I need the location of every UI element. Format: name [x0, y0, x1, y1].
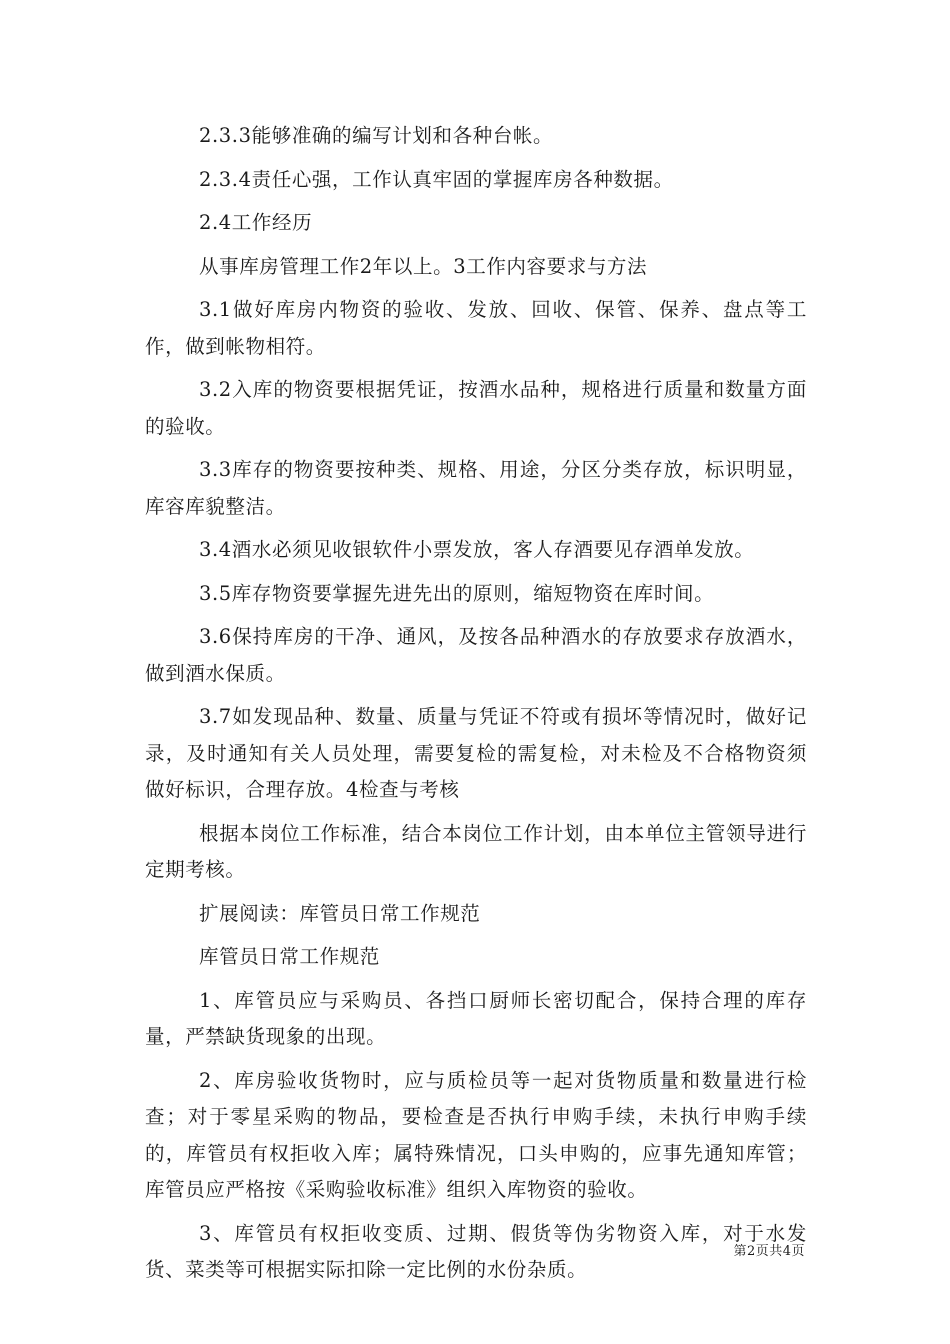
section-heading-daily-norms: 库管员日常工作规范 — [199, 945, 380, 968]
paragraph-assessment: 根据本岗位工作标准，结合本岗位工作计划，由本单位主管领导进行定期考核。 — [145, 821, 807, 881]
section-heading-2-4: 2.4工作经历 — [199, 211, 313, 234]
paragraph-3-1: 3.1做好库房内物资的验收、发放、回收、保管、保养、盘点等工作，做到帐物相符。 — [145, 298, 807, 358]
paragraph-2-3-3: 2.3.3能够准确的编写计划和各种台帐。 — [199, 124, 554, 147]
paragraph-3-3: 3.3库存的物资要按种类、规格、用途，分区分类存放，标识明显，库容库貌整洁。 — [145, 458, 807, 518]
document-body — [145, 118, 807, 1296]
page-number: 第2页共4页 — [733, 1244, 805, 1259]
paragraph-norm-3: 3、库管员有权拒收变质、过期、假货等伪劣物资入库，对于水发货、菜类等可根据实际扣除一定比例的水份杂质。 — [145, 1221, 807, 1281]
paragraph-3-4: 3.4酒水必须见收银软件小票发放，客人存酒要见存酒单发放。 — [199, 538, 755, 561]
paragraph-2-3-4: 2.3.4责任心强，工作认真牢固的掌握库房各种数据。 — [199, 167, 674, 191]
paragraph-3-5: 3.5库存物资要掌握先进先出的原则，缩短物资在库时间。 — [199, 581, 715, 605]
paragraph-3-2: 3.2入库的物资要根据凭证，按酒水品种，规格进行质量和数量方面的验收。 — [145, 378, 807, 438]
paragraph-extended-reading: 扩展阅读：库管员日常工作规范 — [199, 901, 481, 925]
paragraph-work-experience: 从事库房管理工作2年以上。3工作内容要求与方法 — [199, 254, 648, 278]
paragraph-3-6: 3.6保持库房的干净、通风，及按各品种酒水的存放要求存放酒水，做到酒水保质。 — [145, 625, 807, 685]
paragraph-3-7: 3.7如发现品种、数量、质量与凭证不符或有损坏等情况时，做好记录，及时通知有关人员处理，需要复检的需复检，对未检及不合格物资须做好标识，合理存放。4检查与考核 — [145, 705, 807, 801]
paragraph-norm-1: 1、库管员应与采购员、各挡口厨师长密切配合，保持合理的库存量，严禁缺货现象的出现。 — [145, 988, 807, 1048]
paragraph-norm-2: 2、库房验收货物时，应与质检员等一起对货物质量和数量进行检查；对于零星采购的物品，要检查是否执行申购手续，未执行申购手续的，库管员有权拒收入库；属特殊情况，口头申购的，应事先通知库管；库管员应严格按《采购验收标准》组织入库物资的验收。 — [145, 1068, 807, 1201]
